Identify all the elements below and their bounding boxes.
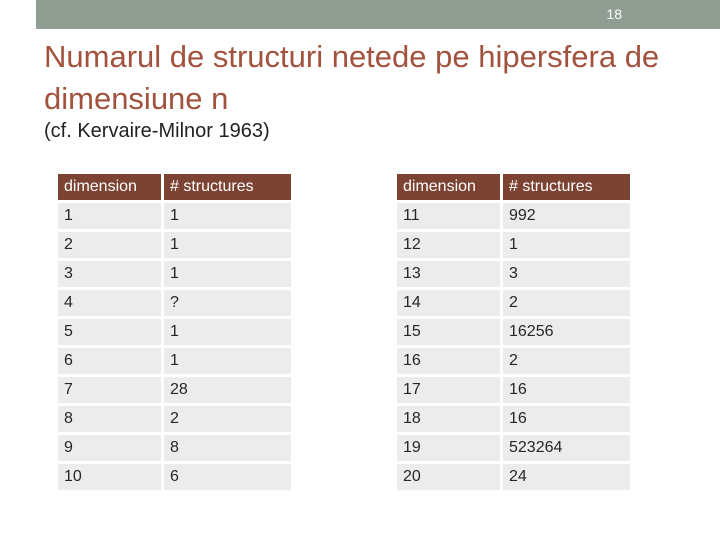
cell-dimension: 1 <box>58 203 164 229</box>
cell-dimension: 8 <box>58 406 164 432</box>
cell-dimension: 17 <box>397 377 503 403</box>
cell-structures: 1 <box>164 319 291 345</box>
table-header-row <box>58 174 291 200</box>
top-bar-gap <box>0 0 36 29</box>
cell-structures: 3 <box>503 261 630 287</box>
table-row <box>397 377 630 403</box>
table-row <box>397 435 630 461</box>
table-row <box>58 464 291 490</box>
cell-dimension: 6 <box>58 348 164 374</box>
table-row <box>397 203 630 229</box>
cell-structures: 523264 <box>503 435 630 461</box>
cell-structures: 28 <box>164 377 291 403</box>
cell-dimension: 9 <box>58 435 164 461</box>
cell-structures: 1 <box>503 232 630 258</box>
cell-structures: 1 <box>164 232 291 258</box>
slide-top-bar <box>0 0 720 29</box>
slide-title: Numarul de structuri netede pe hipersfera de dimensiune n <box>44 39 660 116</box>
cell-structures: 6 <box>164 464 291 490</box>
table-row <box>58 203 291 229</box>
structures-table-left <box>58 171 291 493</box>
cell-structures: 24 <box>503 464 630 490</box>
table-row <box>58 319 291 345</box>
cell-structures: 1 <box>164 348 291 374</box>
cell-dimension: 15 <box>397 319 503 345</box>
table-row <box>58 232 291 258</box>
cell-dimension: 5 <box>58 319 164 345</box>
cell-dimension: 4 <box>58 290 164 316</box>
cell-structures: 16 <box>503 406 630 432</box>
slide-number: 18 <box>606 6 622 22</box>
table-row <box>58 435 291 461</box>
cell-structures: 992 <box>503 203 630 229</box>
cell-dimension: 10 <box>58 464 164 490</box>
table-row <box>397 290 630 316</box>
table-row <box>397 348 630 374</box>
table-row <box>397 464 630 490</box>
table-row <box>397 406 630 432</box>
structures-table-right <box>397 171 630 493</box>
table-row <box>397 232 630 258</box>
cell-dimension: 20 <box>397 464 503 490</box>
cell-structures: 16 <box>503 377 630 403</box>
cell-dimension: 3 <box>58 261 164 287</box>
cell-structures: 1 <box>164 203 291 229</box>
cell-dimension: 12 <box>397 232 503 258</box>
cell-structures: 2 <box>503 290 630 316</box>
table-header-row <box>397 174 630 200</box>
cell-structures: ? <box>164 290 291 316</box>
header-structures: # structures <box>164 174 291 200</box>
cell-structures: 2 <box>503 348 630 374</box>
header-dimension: dimension <box>397 174 503 200</box>
cell-dimension: 13 <box>397 261 503 287</box>
cell-dimension: 7 <box>58 377 164 403</box>
cell-dimension: 11 <box>397 203 503 229</box>
table-row <box>58 348 291 374</box>
cell-dimension: 18 <box>397 406 503 432</box>
header-structures: # structures <box>503 174 630 200</box>
cell-dimension: 2 <box>58 232 164 258</box>
cell-structures: 2 <box>164 406 291 432</box>
slide-subtitle: (cf. Kervaire-Milnor 1963) <box>44 120 270 142</box>
table-row <box>397 261 630 287</box>
cell-structures: 8 <box>164 435 291 461</box>
cell-dimension: 19 <box>397 435 503 461</box>
table-row <box>58 290 291 316</box>
cell-dimension: 14 <box>397 290 503 316</box>
cell-dimension: 16 <box>397 348 503 374</box>
cell-structures: 16256 <box>503 319 630 345</box>
table-row <box>58 406 291 432</box>
header-dimension: dimension <box>58 174 164 200</box>
table-row <box>397 319 630 345</box>
cell-structures: 1 <box>164 261 291 287</box>
table-row <box>58 261 291 287</box>
table-row <box>58 377 291 403</box>
